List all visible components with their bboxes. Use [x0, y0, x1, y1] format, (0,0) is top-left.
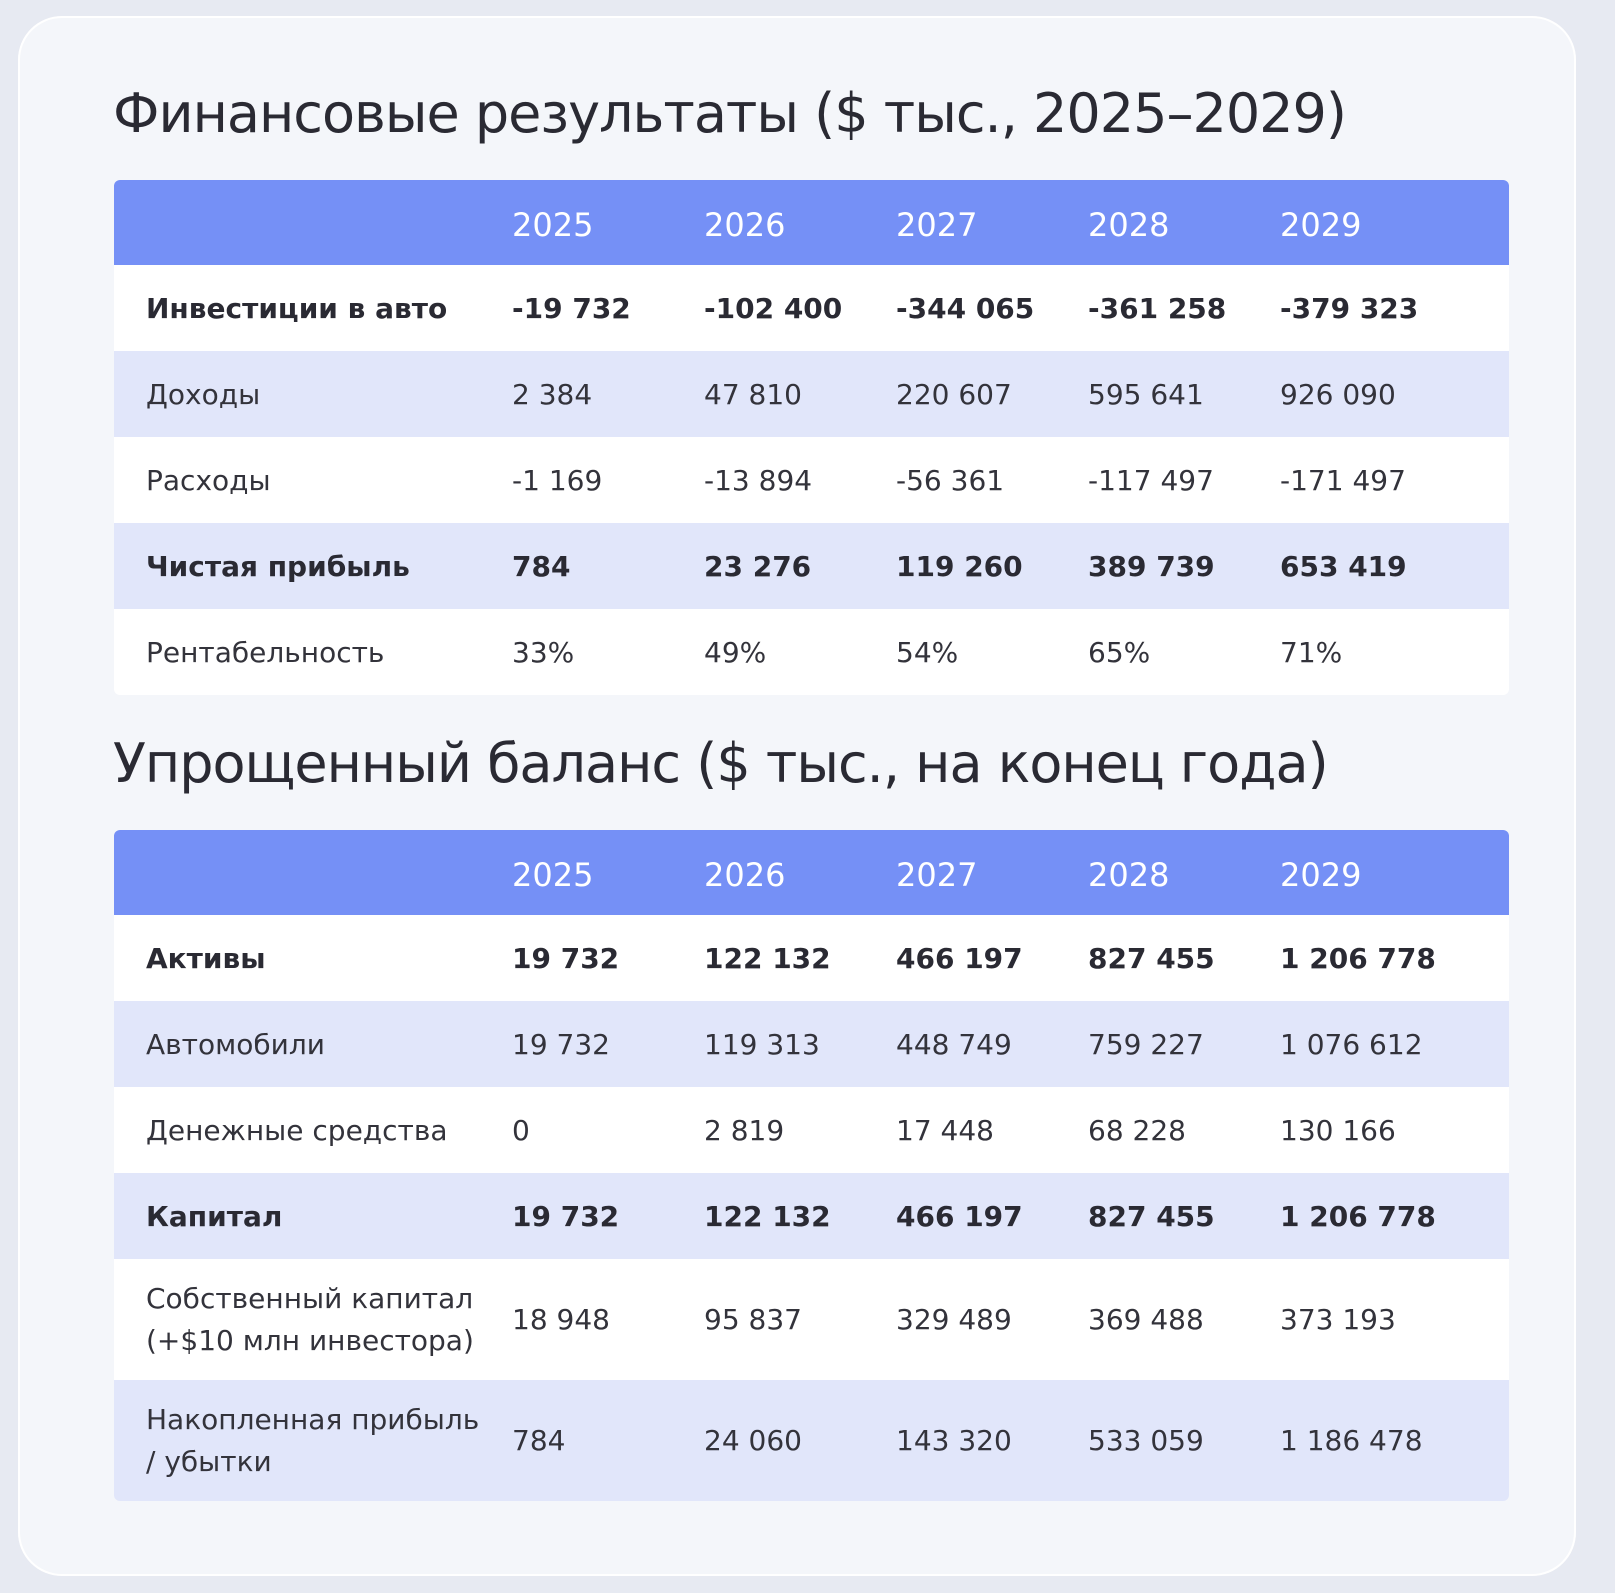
- row-label: Капитал: [146, 1199, 283, 1233]
- table-cell: 122 132: [704, 1199, 831, 1233]
- table-cell: 373 193: [1280, 1303, 1396, 1336]
- table-cell: 784: [512, 549, 571, 583]
- table-cell: 23 276: [704, 549, 812, 583]
- table-cell: 1 206 778: [1280, 941, 1436, 975]
- table-cell: -19 732: [512, 291, 631, 325]
- table-cell: 130 166: [1280, 1113, 1396, 1147]
- year-header: 2028: [1088, 855, 1170, 894]
- table-cell: 466 197: [896, 941, 1023, 975]
- row-label: Расходы: [146, 463, 271, 497]
- table-cell: 24 060: [704, 1424, 802, 1457]
- table-row-profitability: [114, 609, 1509, 695]
- table-cell: 49%: [704, 635, 767, 669]
- table-cell: 2 384: [512, 377, 593, 411]
- table-cell: 119 313: [704, 1027, 820, 1061]
- table-cell: 71%: [1280, 635, 1343, 669]
- table-cell: 0: [512, 1113, 530, 1147]
- year-header: 2027: [896, 855, 978, 894]
- year-header: 2025: [512, 205, 594, 244]
- table-cell: 595 641: [1088, 377, 1204, 411]
- table-row-cars: [114, 1001, 1509, 1087]
- table-cell: 68 228: [1088, 1113, 1186, 1147]
- table-cell: 143 320: [896, 1424, 1012, 1457]
- table-cell: 2 819: [704, 1113, 785, 1147]
- table-cell: 926 090: [1280, 377, 1396, 411]
- table-cell: 47 810: [704, 377, 802, 411]
- table-cell: 533 059: [1088, 1424, 1204, 1457]
- table-cell: -56 361: [896, 463, 1005, 497]
- table-cell: 33%: [512, 635, 575, 669]
- table-cell: 1 076 612: [1280, 1027, 1423, 1061]
- table-cell: 19 732: [512, 1199, 620, 1233]
- table-row-capital: [114, 1173, 1509, 1259]
- year-header: 2025: [512, 855, 594, 894]
- year-header: 2029: [1280, 205, 1362, 244]
- row-label: Инвестиции в авто: [146, 291, 448, 325]
- financial-results-table: [114, 180, 1509, 695]
- table-cell: 65%: [1088, 635, 1151, 669]
- row-label: Денежные средства: [146, 1113, 448, 1147]
- table-row-equity: [114, 1259, 1509, 1380]
- row-label: Чистая прибыль: [146, 549, 410, 583]
- year-header: 2027: [896, 205, 978, 244]
- table-cell: 827 455: [1088, 941, 1215, 975]
- table-cell: 389 739: [1088, 549, 1215, 583]
- table-cell: 369 488: [1088, 1303, 1204, 1336]
- financial-results-title: Финансовые результаты ($ тыс., 2025–2029): [113, 82, 1346, 145]
- table-row-assets: [114, 915, 1509, 1001]
- table-row-expenses: [114, 437, 1509, 523]
- table-row-retained-earnings: [114, 1380, 1509, 1501]
- table-cell: 119 260: [896, 549, 1023, 583]
- row-label: Автомобили: [146, 1027, 325, 1061]
- row-label: Рентабельность: [146, 635, 385, 669]
- table-cell: 466 197: [896, 1199, 1023, 1233]
- table-cell: 17 448: [896, 1113, 994, 1147]
- table-cell: 827 455: [1088, 1199, 1215, 1233]
- table-cell: 653 419: [1280, 549, 1407, 583]
- table-cell: -379 323: [1280, 291, 1419, 325]
- balance-sheet-table: [114, 830, 1509, 1501]
- table-cell: -171 497: [1280, 463, 1406, 497]
- table-row-cash: [114, 1087, 1509, 1173]
- table-cell: 122 132: [704, 941, 831, 975]
- table-cell: 18 948: [512, 1303, 610, 1336]
- table-cell: 220 607: [896, 377, 1012, 411]
- table-cell: -344 065: [896, 291, 1035, 325]
- row-label: Активы: [146, 941, 266, 975]
- year-header: 2026: [704, 205, 786, 244]
- header-label-cell: [114, 830, 512, 915]
- year-header: 2026: [704, 855, 786, 894]
- header-label-cell: [114, 180, 512, 265]
- row-label: Собственный капитал (+$10 млн инвестора): [146, 1281, 474, 1357]
- table-cell: 759 227: [1088, 1027, 1204, 1061]
- table-cell: 1 206 778: [1280, 1199, 1436, 1233]
- table-cell: -117 497: [1088, 463, 1214, 497]
- table-cell: 19 732: [512, 1027, 610, 1061]
- table-cell: -1 169: [512, 463, 603, 497]
- row-label: Доходы: [146, 377, 261, 411]
- table-row-revenue: [114, 351, 1509, 437]
- table-cell: 54%: [896, 635, 959, 669]
- table-cell: -102 400: [704, 291, 843, 325]
- table-cell: 19 732: [512, 941, 620, 975]
- table-cell: 784: [512, 1424, 566, 1457]
- table-cell: 329 489: [896, 1303, 1012, 1336]
- year-header: 2028: [1088, 205, 1170, 244]
- table-header-row: [114, 830, 1509, 915]
- table-cell: -361 258: [1088, 291, 1227, 325]
- table-row-investments: [114, 265, 1509, 351]
- table-row-net-profit: [114, 523, 1509, 609]
- table-cell: 448 749: [896, 1027, 1012, 1061]
- row-label: Накопленная прибыль / убытки: [146, 1402, 480, 1478]
- table-cell: -13 894: [704, 463, 813, 497]
- table-header-row: [114, 180, 1509, 265]
- year-header: 2029: [1280, 855, 1362, 894]
- table-cell: 1 186 478: [1280, 1424, 1423, 1457]
- table-cell: 95 837: [704, 1303, 802, 1336]
- balance-sheet-title: Упрощенный баланс ($ тыс., на конец года): [113, 732, 1328, 795]
